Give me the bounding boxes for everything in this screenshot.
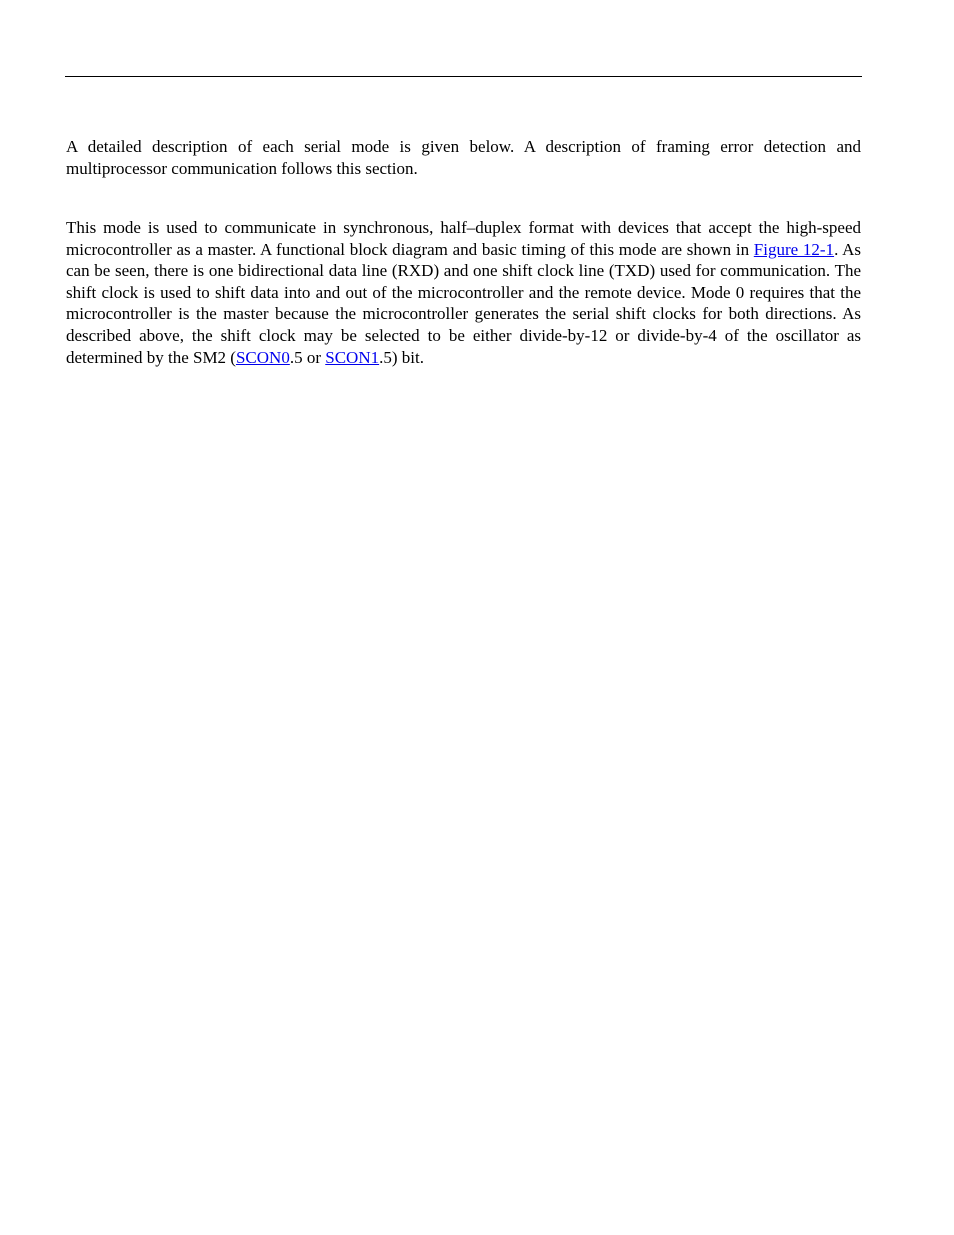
scon1-link[interactable]: SCON1 — [325, 347, 380, 367]
figure-12-1-link[interactable]: Figure 12-1 — [753, 239, 835, 259]
mode0-paragraph — [66, 217, 861, 368]
mode0-text-1: This mode is used to communicate in synchronous, half–duplex format with devices that accept the high-speed microcontroller as a master. A functional block diagram and basic timing of this mode are shown in — [66, 218, 861, 259]
header-rule — [65, 76, 862, 77]
mode0-section — [66, 217, 861, 368]
mode0-text-4: .5) bit. — [379, 347, 424, 367]
mode0-text-3: .5 or — [289, 347, 326, 367]
intro-paragraph: A detailed description of each serial mode is given below. A description of framing error detection and multiprocessor communication follows this section. — [66, 137, 861, 178]
scon0-link[interactable]: SCON0 — [235, 347, 290, 367]
mode0-text-2: . As can be seen, there is one bidirectional data line (RXD) and one shift clock line (TXD) used for communication. The shift clock is used to shift data into and out of the microcontroller and the remote device. Mode 0 requires that the microcontroller is the master because the microcontroller generates the serial shift clocks for both directions. As described above, the shift clock may be selected to be either divide-by-12 or divide-by-4 of the oscillator as determined by the SM2 ( — [66, 239, 861, 367]
serial-modes-intro — [66, 136, 861, 179]
